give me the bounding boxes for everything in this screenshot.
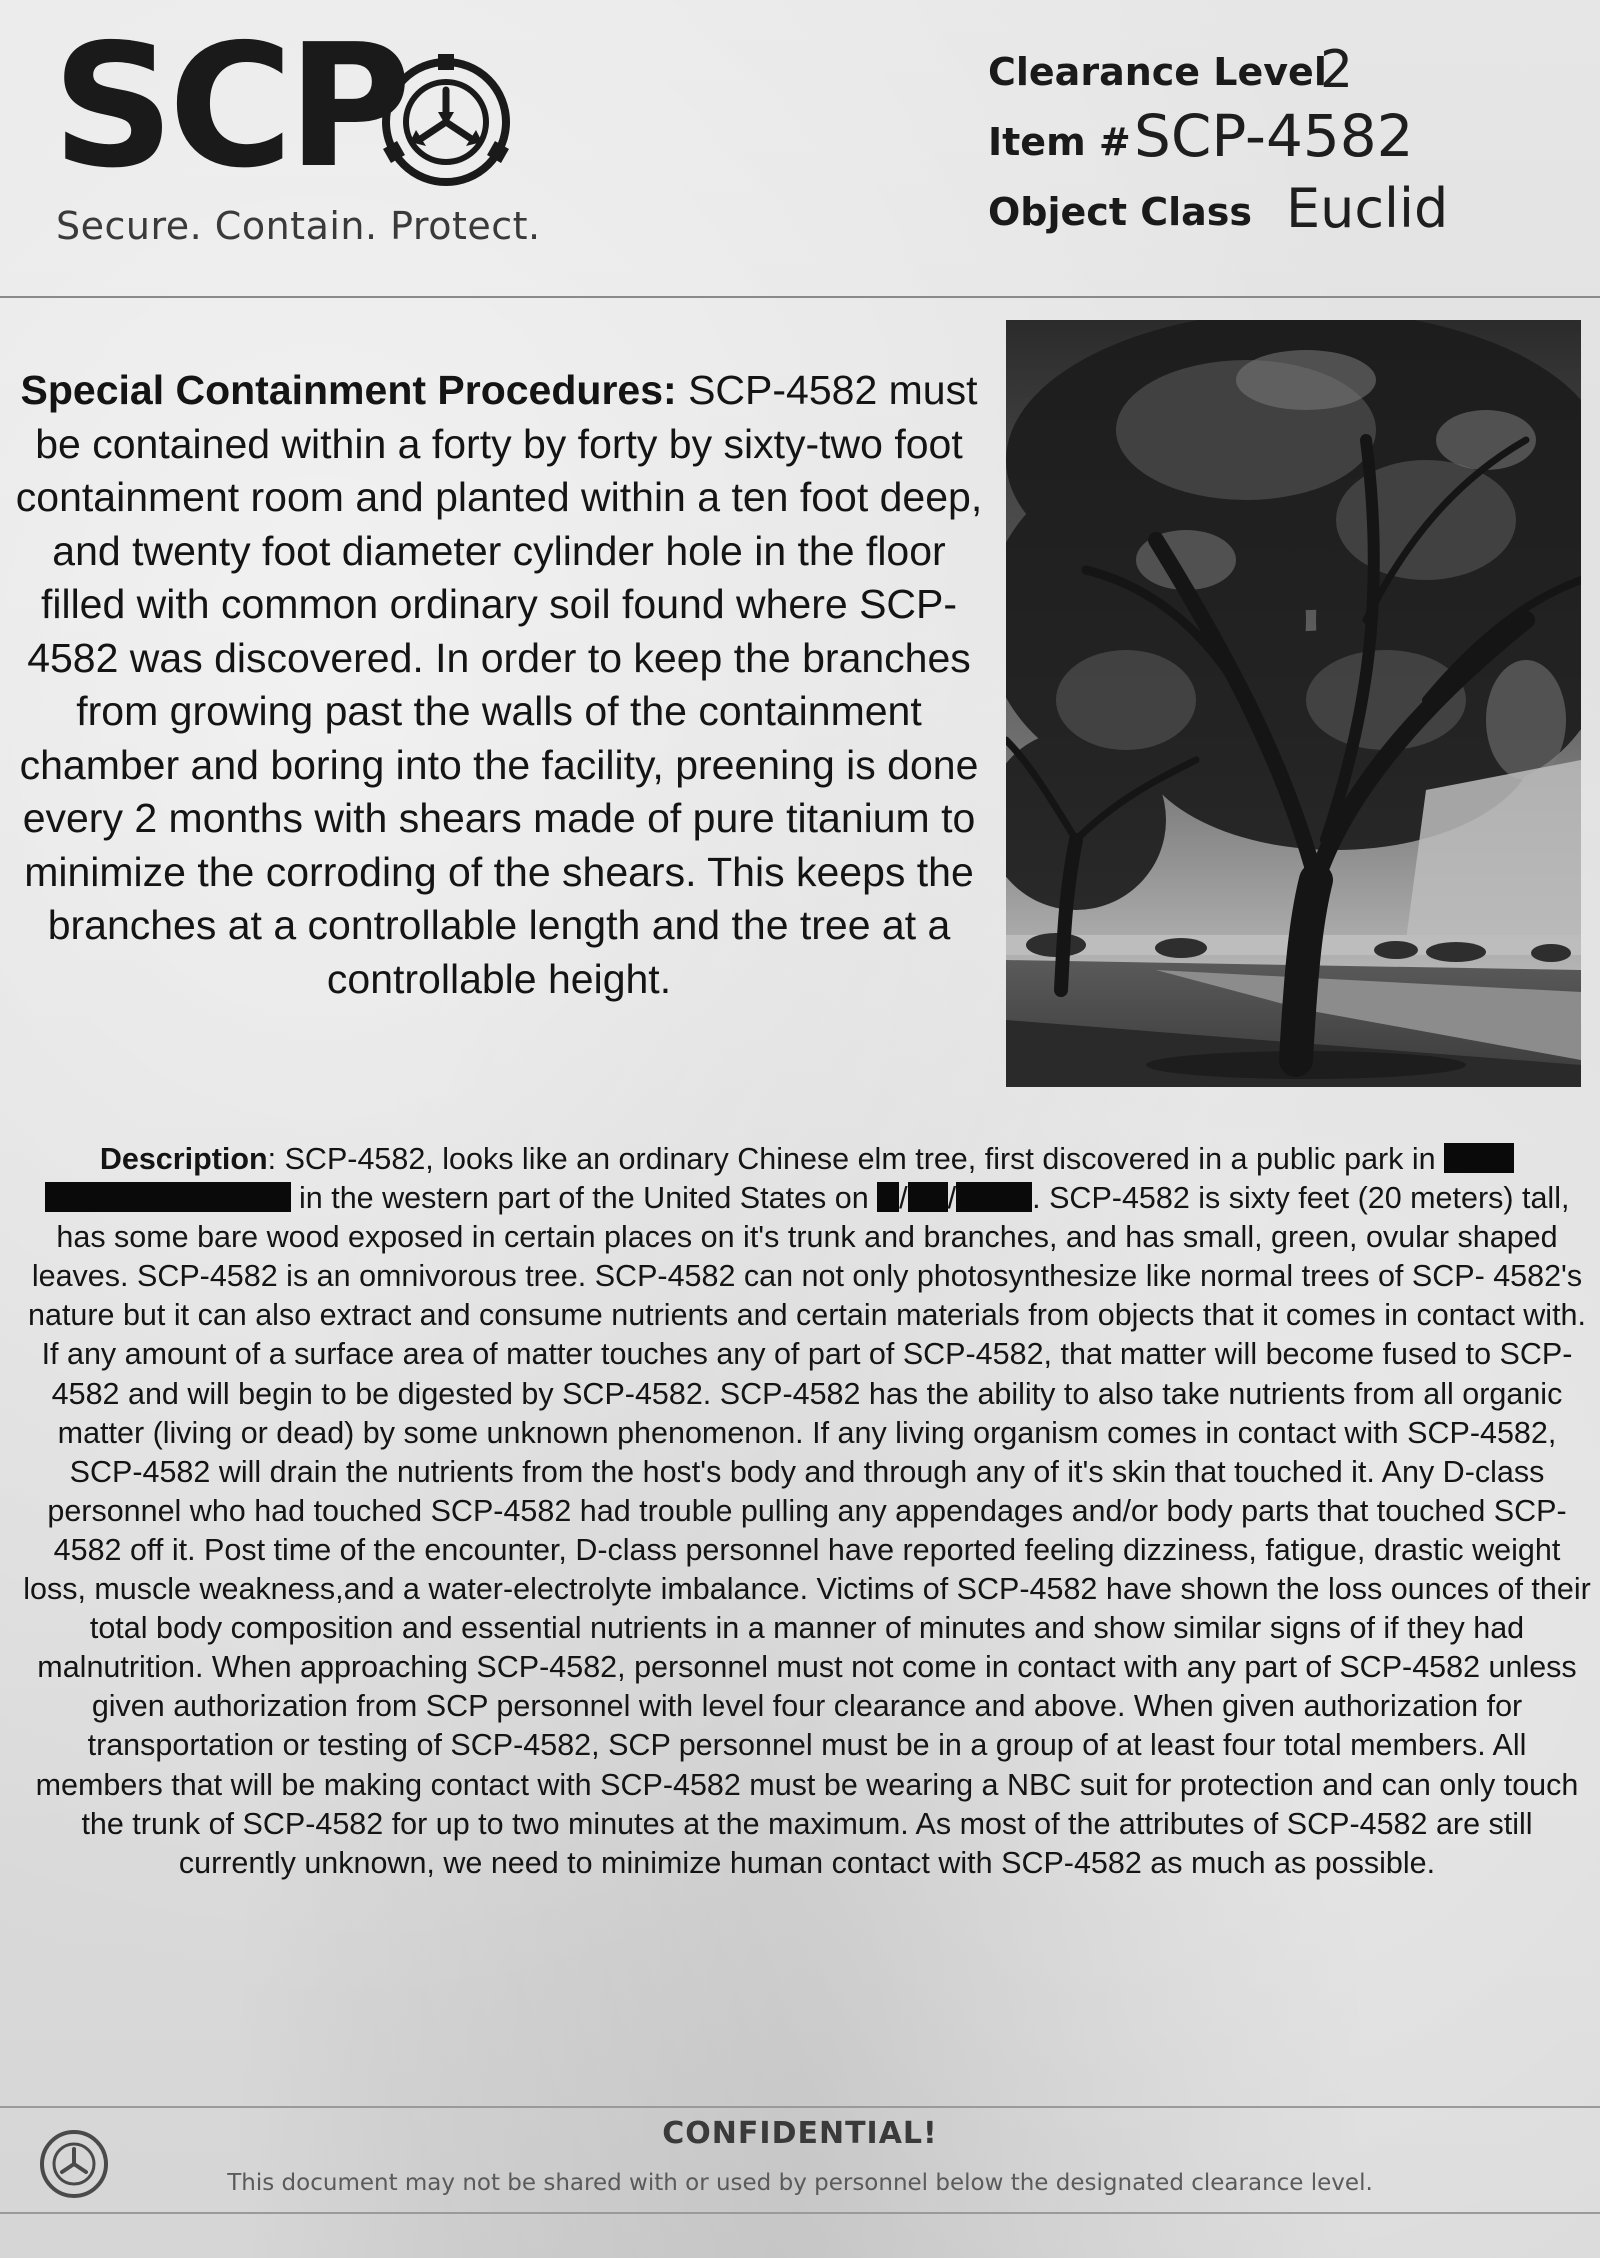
procedures-text: SCP-4582 must be contained within a forty by forty by sixty-two foot containment room and planted within a ten foot deep, and twenty foot diameter cylinder hole in the floor filled with common ordinary soil found where SCP-4582 was discovered. In order to keep the branches from growing past the walls of the containment chamber and boring into the facility, preening is done every 2 months with shears made of pure titanium to minimize the corroding of the shears. This keeps the branches at a controllable length and the tree at a controllable height.: [15, 367, 983, 1002]
object-class-row: [988, 174, 1548, 244]
procedures-label: Special Containment Procedures:: [20, 367, 677, 413]
header-divider: [0, 296, 1600, 298]
clearance-row: [988, 34, 1548, 104]
slogan: Secure. Contain. Protect.: [56, 204, 541, 248]
disclaimer-text: This document may not be shared with or used by personnel below the designated clearance level.: [227, 2170, 1373, 2196]
item-value: SCP-4582: [1134, 102, 1414, 170]
description-part1: : SCP-4582, looks like an ordinary Chinese elm tree, first discovered in a public park in: [267, 1142, 1436, 1176]
date-separator: /: [947, 1181, 957, 1216]
description-part3: . SCP-4582 is sixty feet (20 meters) tall, has some bare wood exposed in certain places on it's trunk and branches, and has small, green, ovular shaped leaves. SCP-4582 is an omnivorous tree. SCP-4582 can not only photosynthesize like normal trees of SCP- 4582's nature but it can also extract and consume nutrients and certain materials from objects that it comes in contact with. If any amount of a surface area of matter touches any of part of SCP-4582, that matter will become fused to SCP-4582 and will begin to be digested by SCP-4582. SCP-4582 has the ability to also take nutrients from all organic matter (living or dead) by some unknown phenomenon. If any living organism comes in contact with SCP-4582, SCP-4582 will drain the nutrients from the host's body and through any of it's skin that touched it. Any D-class personnel who had touched SCP-4582 had trouble pulling any appendages and/or body parts that touched SCP-4582 off it. Post time of the encounter, D-class personnel have reported feeling dizziness, fatigue, drastic weight loss, muscle weakness,and a water-electrolyte imbalance. Victims of SCP-4582 have shown the loss ounces of their total body composition and essential nutrients in a manner of minutes and show similar signs of if they had malnutrition. When approaching SCP-4582, personnel must not come in contact with any part of SCP-4582 unless given authorization from SCP personnel with level four clearance and above. When given authorization for transportation or testing of SCP-4582, SCP personnel must be in a group of at least four total members. All members that will be making contact with SCP-4582 must be wearing a NBC suit for protection and can only touch the trunk of SCP-4582 for up to two minutes at the maximum. As most of the attributes of SCP-4582 are still currently unknown, we need to minimize human contact with SCP-4582 as much as possible.: [23, 1181, 1591, 1880]
description: [22, 1140, 1592, 1883]
clearance-label: Clearance Level: [988, 50, 1327, 94]
redaction-block: [956, 1182, 1032, 1212]
description-part2: in the western part of the United States on: [290, 1181, 878, 1216]
clearance-value: 2: [1320, 40, 1354, 100]
redaction-block: [877, 1182, 899, 1212]
redaction-block: [45, 1182, 291, 1212]
object-class-value: Euclid: [1286, 177, 1449, 240]
redaction-block: [908, 1182, 948, 1212]
redaction-block: [1444, 1143, 1514, 1173]
item-row: [988, 104, 1548, 174]
date-separator: /: [899, 1181, 908, 1216]
footer-divider: [0, 2212, 1600, 2214]
containment-procedures: [14, 364, 984, 1006]
document-meta: [988, 34, 1548, 244]
scp-emblem-icon: [366, 42, 526, 202]
footer-divider: [0, 2106, 1600, 2108]
tree-photo-icon: [1006, 320, 1581, 1087]
object-class-label: Object Class: [988, 190, 1253, 234]
description-label: Description: [99, 1142, 268, 1176]
item-label: Item #: [988, 120, 1131, 164]
confidential-label: CONFIDENTIAL!: [662, 2116, 938, 2151]
scp-logo-text: SCP: [52, 8, 406, 206]
